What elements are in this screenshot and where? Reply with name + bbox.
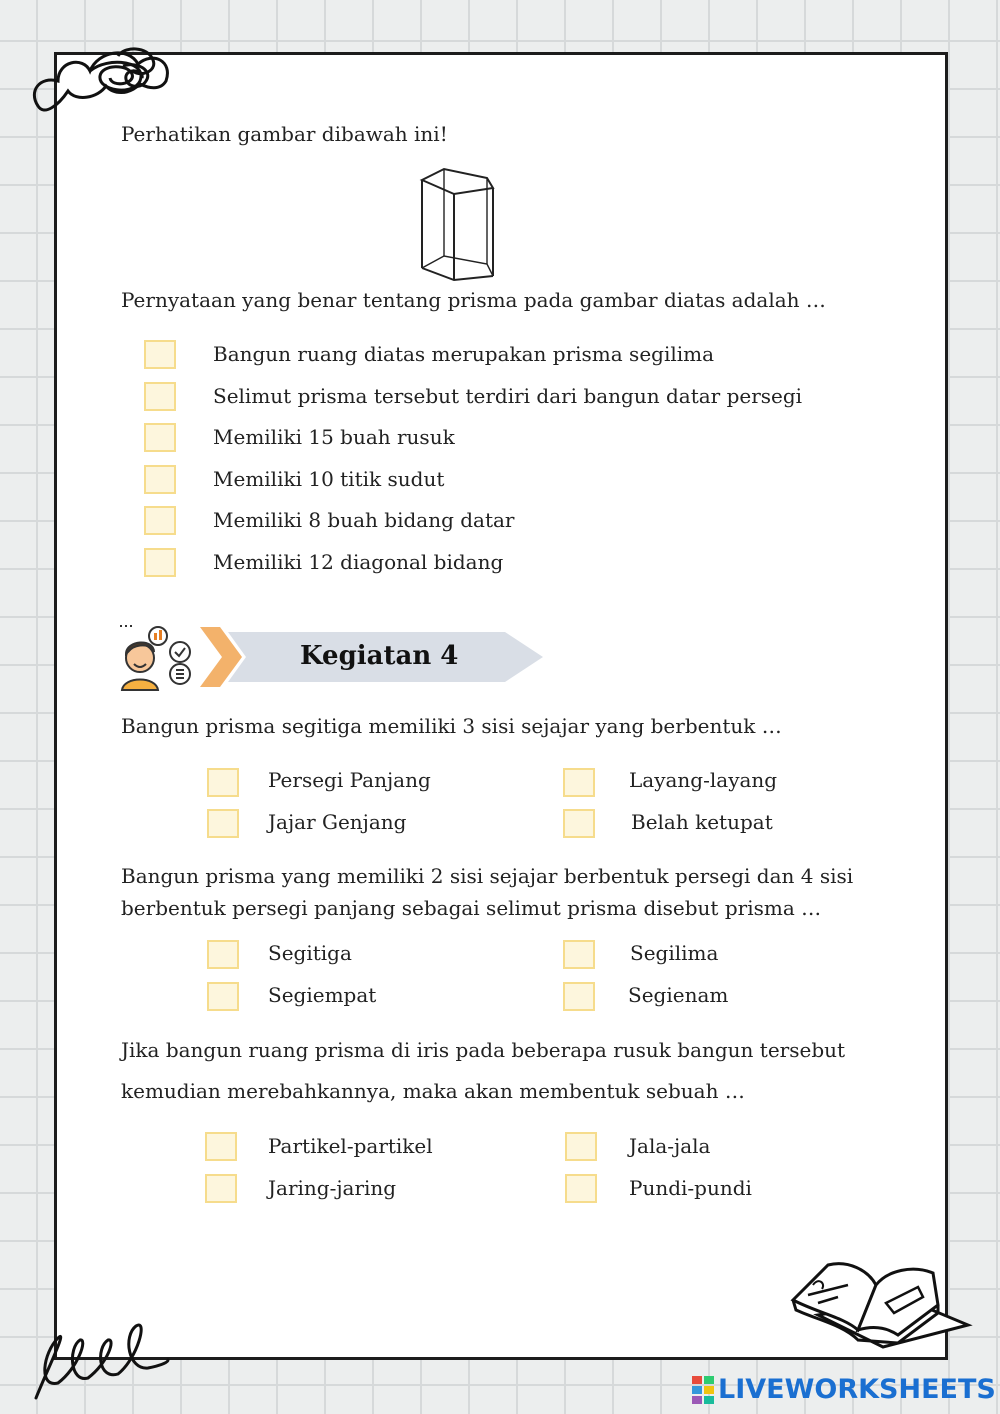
answer-checkbox[interactable] (563, 982, 595, 1011)
answer-checkbox[interactable] (144, 506, 176, 535)
liveworksheets-logo-icon (692, 1376, 716, 1404)
question2-prompt: Bangun prisma segitiga memiliki 3 sisi sejajar yang berbentuk … (121, 714, 782, 738)
answer-checkbox[interactable] (144, 465, 176, 494)
option-label: Memiliki 15 buah rusuk (213, 425, 455, 449)
answer-checkbox[interactable] (144, 382, 176, 411)
answer-checkbox[interactable] (207, 982, 239, 1011)
answer-checkbox[interactable] (563, 768, 595, 797)
option-label: Memiliki 12 diagonal bidang (213, 550, 504, 574)
question3-prompt-line2: berbentuk persegi panjang sebagai selimut prisma disebut prisma … (121, 896, 822, 920)
intro-text: Perhatikan gambar dibawah ini! (121, 122, 448, 146)
question4-prompt-line1: Jika bangun ruang prisma di iris pada beberapa rusuk bangun tersebut (121, 1038, 846, 1062)
option-label: Segitiga (268, 941, 352, 965)
answer-checkbox[interactable] (565, 1132, 597, 1161)
option-label: Partikel-partikel (268, 1134, 433, 1158)
option-label: Segienam (628, 983, 729, 1007)
question3-prompt-line1: Bangun prisma yang memiliki 2 sisi sejajar berbentuk persegi dan 4 sisi (121, 864, 854, 888)
option-label: Layang-layang (629, 768, 778, 792)
answer-checkbox[interactable] (144, 423, 176, 452)
answer-checkbox[interactable] (205, 1174, 237, 1203)
option-label: Selimut prisma tersebut terdiri dari bangun datar persegi (213, 384, 803, 408)
option-label: Jaring-jaring (268, 1176, 397, 1200)
answer-checkbox[interactable] (205, 1132, 237, 1161)
option-label: Jajar Genjang (268, 810, 407, 834)
liveworksheets-brand[interactable]: LIVEWORKSHEETS (718, 1374, 996, 1405)
pentagonal-prism-figure (414, 164, 498, 284)
option-label: Pundi-pundi (629, 1176, 752, 1200)
answer-checkbox[interactable] (207, 768, 239, 797)
worksheet-page (54, 52, 948, 1360)
option-label: Bangun ruang diatas merupakan prisma segilima (213, 342, 715, 366)
answer-checkbox[interactable] (144, 548, 176, 577)
student-avatar-icon (118, 616, 198, 694)
scribble-cloud-decoration (28, 36, 178, 126)
option-label: Belah ketupat (631, 810, 773, 834)
answer-checkbox[interactable] (565, 1174, 597, 1203)
question4-prompt-line2: kemudian merebahkannya, maka akan membentuk sebuah … (121, 1079, 745, 1103)
option-label: Segiempat (268, 983, 377, 1007)
answer-checkbox[interactable] (207, 940, 239, 969)
answer-checkbox[interactable] (144, 340, 176, 369)
open-books-illustration (788, 1255, 973, 1370)
question1-prompt: Pernyataan yang benar tentang prisma pada gambar diatas adalah … (121, 288, 826, 312)
loop-scribble-decoration (28, 1308, 178, 1408)
option-label: Memiliki 8 buah bidang datar (213, 508, 515, 532)
option-label: Jala-jala (629, 1134, 711, 1158)
answer-checkbox[interactable] (563, 809, 595, 838)
answer-checkbox[interactable] (207, 809, 239, 838)
option-label: Memiliki 10 titik sudut (213, 467, 445, 491)
option-label: Segilima (630, 941, 719, 965)
option-label: Persegi Panjang (268, 768, 431, 792)
answer-checkbox[interactable] (563, 940, 595, 969)
section-title: Kegiatan 4 (300, 641, 459, 671)
